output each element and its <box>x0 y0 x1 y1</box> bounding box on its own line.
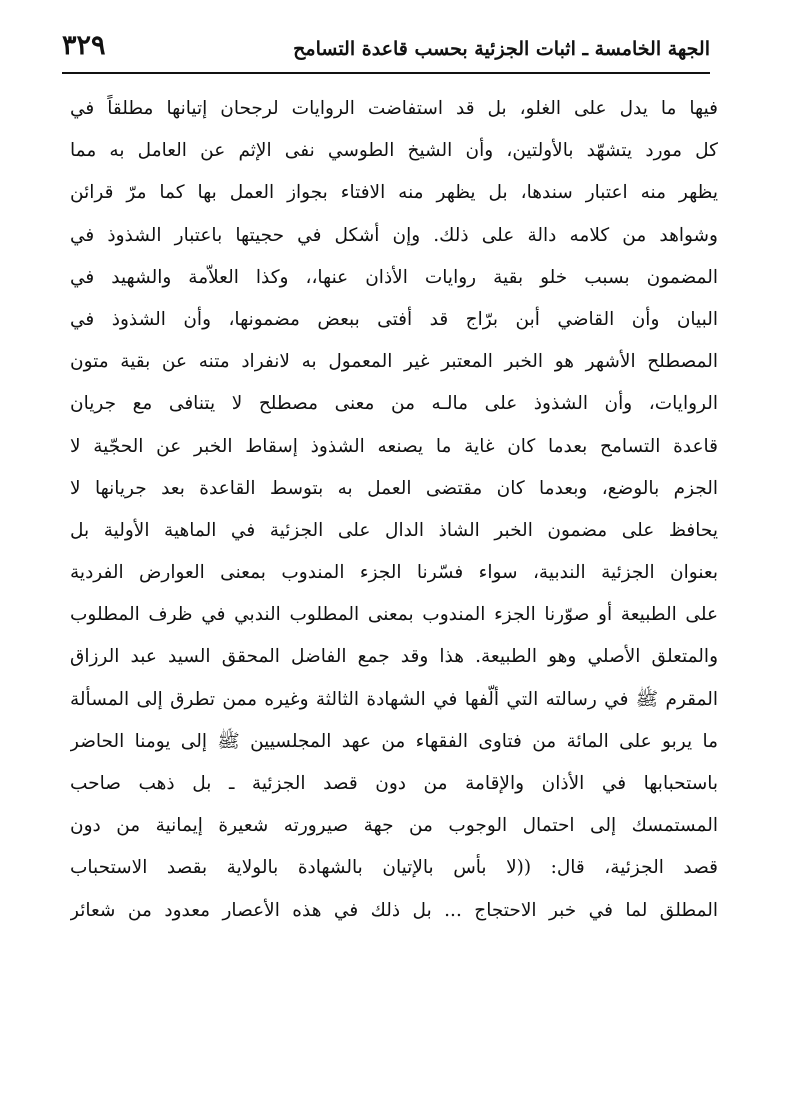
text-line: قصد الجزئية، قال: ((لا بأس بالإتيان بالشهادة بالولاية بقصد الاستحباب <box>70 857 718 879</box>
text-line: يظهر منه اعتبار سندها، بل يظهر منه الافتاء بجواز العمل بها كما مرّ قرائن <box>70 182 718 204</box>
text-line: المضمون بسبب خلو بقية روايات الأذان عنها،، وكذا العلاّمة والشهيد في <box>70 266 718 288</box>
text-line: المصطلح الأشهر هو الخبر المعتبر غير المعمول به لانفراد متنه عن بقية متون <box>70 351 718 373</box>
text-line: البيان وأن القاضي أبن برّاج قد أفتى ببعض مضمونها، وأن الشذوذ في <box>70 308 718 330</box>
header-divider <box>62 72 710 74</box>
text-line: وشواهد من كلامه دالة على ذلك. وإن أشكل في حجيتها باعتبار الشذوذ في <box>70 224 718 246</box>
header-title: الجهة الخامسة ـ اثبات الجزئية بحسب قاعدة التسامح <box>293 38 710 60</box>
text-line: على الطبيعة أو صوّرنا الجزء المندوب بمعنى المطلوب الندبي في ظرف المطلوب <box>70 604 718 626</box>
text-line: المطلق لما في خبر الاحتجاج ... بل ذلك في هذه الأعصار معدود من شعائر <box>70 899 718 921</box>
text-line: والمتعلق الأصلي وهو الطبيعة. هذا وقد جمع الفاضل المحقق السيد عبد الرزاق <box>70 646 718 668</box>
text-line: بعنوان الجزئية الندبية، سواء فسّرنا الجزء المندوب بمعنى العوارض الفردية <box>70 562 718 584</box>
text-line: يحافظ على مضمون الخبر الشاذ الدال على الجزئية في الماهية الأولية بل <box>70 519 718 541</box>
page-number: ٣٢٩ <box>62 30 106 61</box>
body-text <box>70 88 718 932</box>
text-line: المستمسك إلى احتمال الوجوب من جهة صيرورته شعيرة إيمانية من دون <box>70 815 718 837</box>
text-line: باستحبابها في الأذان والإقامة من دون قصد الجزئية ـ بل ذهب صاحب <box>70 773 718 794</box>
text-line: الروايات، وأن الشذوذ على مالـه من معنى مصطلح لا يتنافى مع جريان <box>70 393 718 415</box>
text-line: المقرم ﷺ في رسالته التي ألّفها في الشهادة الثالثة وغيره ممن تطرق إلى المسألة <box>70 688 718 710</box>
text-line: ما يربو على المائة من فتاوى الفقهاء من عهد المجلسيين ﷺ إلى يومنا الحاضر <box>70 730 718 752</box>
text-line: الجزم بالوضع، وبعدما كان مقتضى العمل به بتوسط القاعدة بعد جريانها لا <box>70 477 718 499</box>
text-line: فيها ما يدل على الغلو، بل قد استفاضت الروايات لرجحان إتيانها مطلقاً في <box>70 98 718 119</box>
text-line: كل مورد يتشهّد بالأولتين، وأن الشيخ الطوسي نفى الإثم عن العامل به مما <box>70 140 718 162</box>
text-line: قاعدة التسامح بعدما كان غاية ما يصنعه الشذوذ إسقاط الخبر عن الحجّية لا <box>70 435 718 457</box>
running-header <box>62 30 710 70</box>
